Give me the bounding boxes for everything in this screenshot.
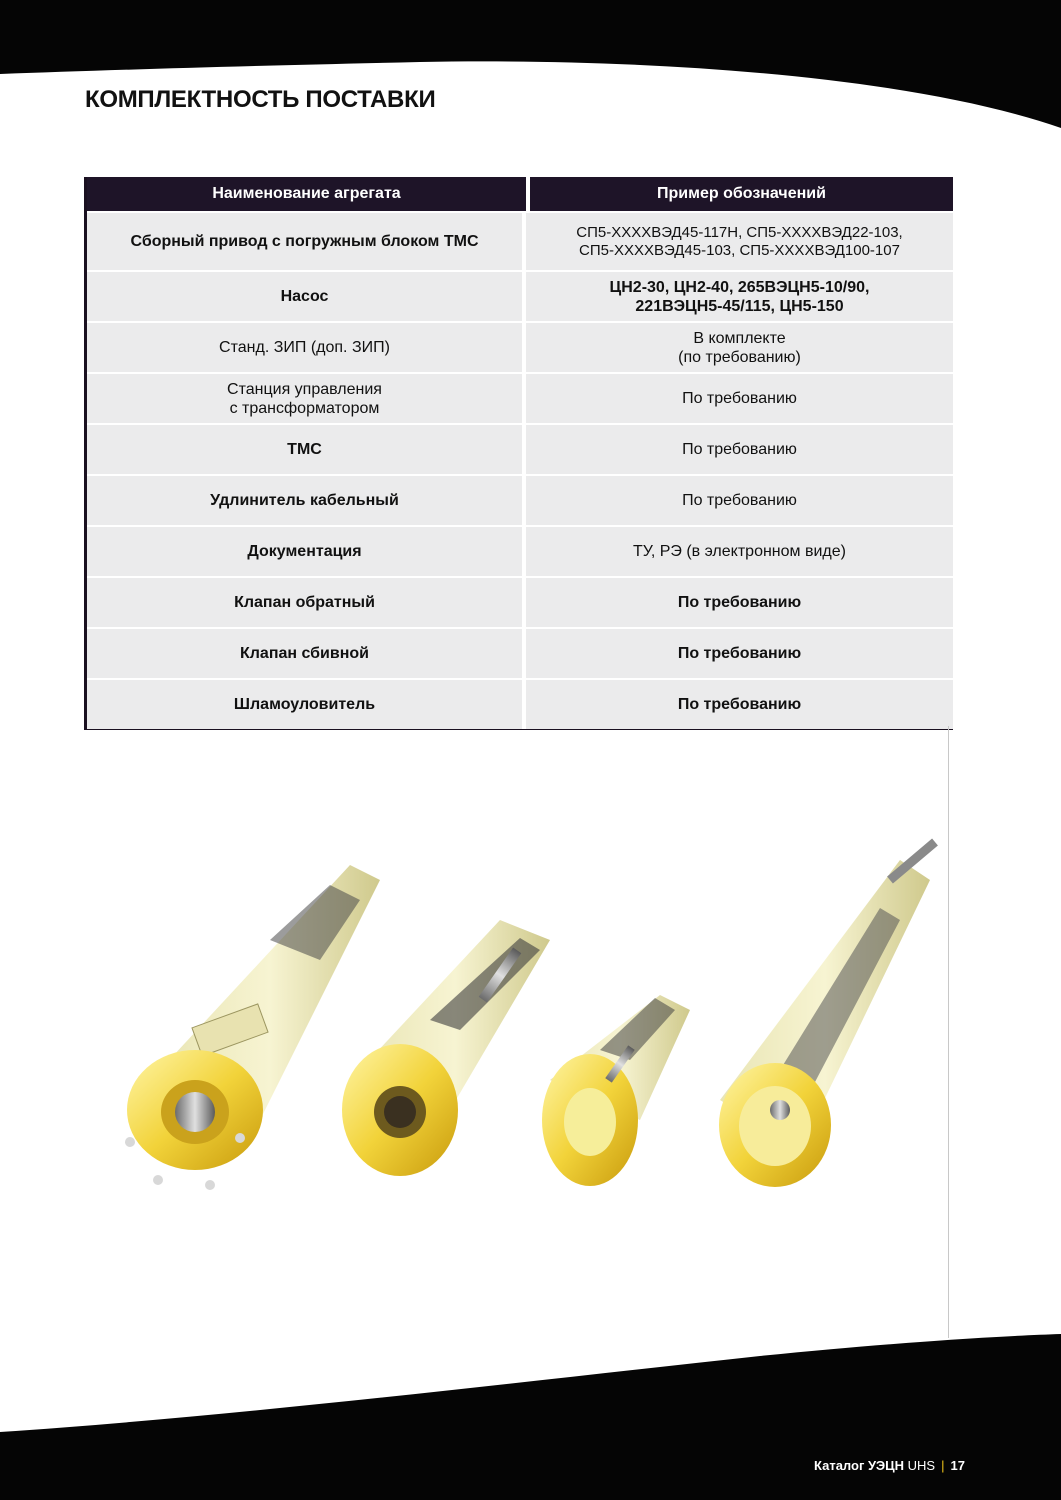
row-name: ТМС: [87, 425, 526, 474]
table-header: [87, 177, 953, 211]
row-value: По требованию: [677, 645, 802, 662]
table-row: [87, 576, 953, 627]
table-row: [87, 211, 953, 270]
row-value: По требованию: [682, 390, 797, 407]
row-name: Станция управления с трансформатором: [87, 374, 526, 423]
row-name: Удлинитель кабельный: [87, 476, 526, 525]
drive-unit-image: [125, 865, 380, 1190]
row-value: По требованию: [677, 594, 802, 611]
catalog-label: Каталог УЭЦН: [814, 1458, 905, 1473]
row-value: По требованию: [682, 441, 797, 458]
table-row: [87, 678, 953, 729]
table-row: [87, 423, 953, 474]
row-value: ТУ, РЭ (в электронном виде): [633, 543, 846, 560]
row-value: ЦН2-30, ЦН2-40, 265ВЭЦН5-10/90, 221ВЭЦН5-45/115, ЦН5-150: [609, 278, 870, 315]
row-name: Станд. ЗИП (доп. ЗИП): [87, 323, 526, 372]
pump-unit-image: [342, 920, 550, 1176]
row-value: По требованию: [682, 492, 797, 509]
bottom-swoosh-decoration: [0, 1320, 1061, 1500]
table-row: [87, 627, 953, 678]
table-row: [87, 474, 953, 525]
footer-separator: |: [941, 1458, 945, 1473]
table-row: [87, 372, 953, 423]
row-value: По требованию: [677, 696, 802, 713]
section-unit-image: [542, 995, 690, 1186]
row-value: СП5-ХХХХВЭД45-117Н, СП5-ХХХХВЭД22-103, СП5-ХХХХВЭД45-103, СП5-ХХХХВЭД100-107: [576, 223, 903, 259]
delivery-table: [84, 177, 953, 730]
row-name: Клапан сбивной: [87, 629, 526, 678]
row-value: В комплекте (по требованию): [678, 329, 801, 366]
row-name: Документация: [87, 527, 526, 576]
table-row: [87, 525, 953, 576]
brand-label: UHS: [907, 1458, 936, 1473]
motor-unit-image: [719, 842, 935, 1187]
row-name: Клапан обратный: [87, 578, 526, 627]
row-name: Шламоуловитель: [87, 680, 526, 729]
page-number: 17: [950, 1458, 965, 1473]
row-name: Сборный привод с погружным блоком ТМС: [87, 213, 526, 270]
page-title: КОМПЛЕКТНОСТЬ ПОСТАВКИ: [85, 86, 436, 113]
table-row: [87, 270, 953, 321]
row-name: Насос: [87, 272, 526, 321]
header-name: Наименование агрегата: [87, 177, 530, 211]
equipment-illustration: [100, 820, 960, 1240]
header-example: Пример обозначений: [657, 185, 826, 202]
footer: [814, 1458, 965, 1473]
table-row: [87, 321, 953, 372]
